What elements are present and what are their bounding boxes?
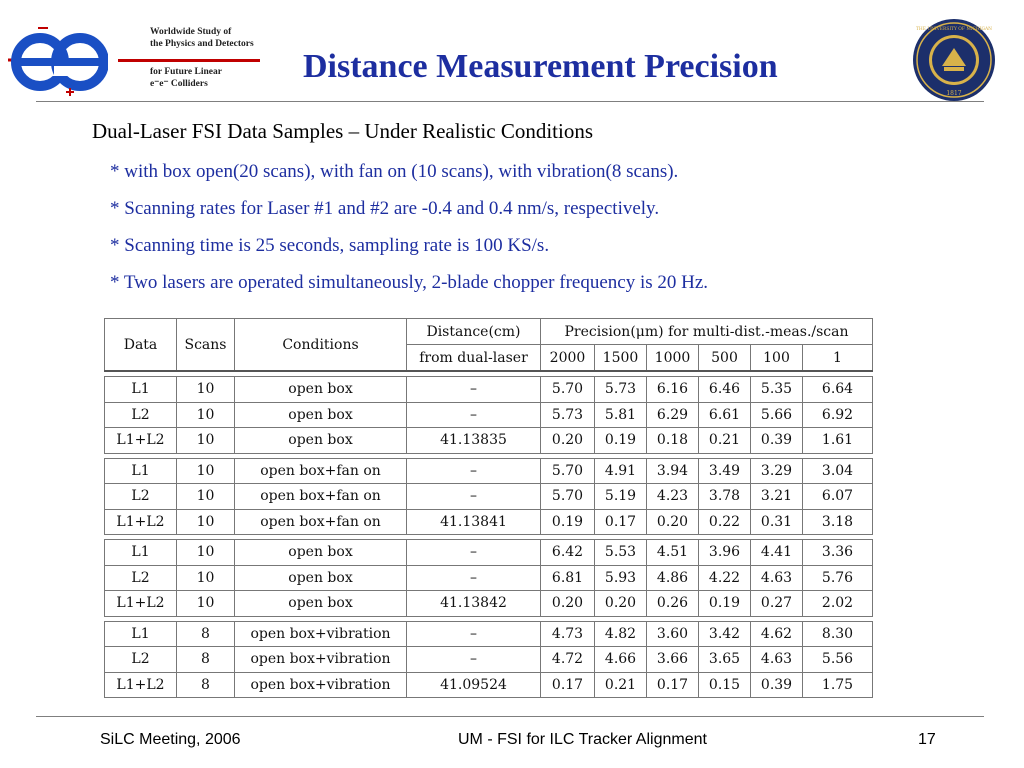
table-cell: L1 <box>105 377 177 403</box>
table-cell: 0.20 <box>647 509 699 535</box>
table-cell: 10 <box>177 509 235 535</box>
table-cell: L1+L2 <box>105 509 177 535</box>
table-row <box>105 377 873 403</box>
bullet-item: * Two lasers are operated simultaneously, 2-blade chopper frequency is 20 Hz. <box>110 272 709 293</box>
table-cell: 3.78 <box>699 484 751 510</box>
table-cell: 6.16 <box>647 377 699 403</box>
table-cell: 3.49 <box>699 458 751 484</box>
table-row <box>105 540 873 566</box>
table-cell: L1 <box>105 458 177 484</box>
table-cell: 2.02 <box>803 591 873 617</box>
table-cell: 0.39 <box>751 672 803 698</box>
table-cell: L2 <box>105 565 177 591</box>
table-cell: 0.19 <box>541 509 595 535</box>
table-cell: 8 <box>177 647 235 673</box>
table-cell: 3.65 <box>699 647 751 673</box>
table-cell: 6.42 <box>541 540 595 566</box>
table-cell: 0.19 <box>595 428 647 454</box>
table-cell: – <box>407 540 541 566</box>
logo-divider <box>118 59 260 62</box>
table-cell: 3.18 <box>803 509 873 535</box>
table-row <box>105 428 873 454</box>
table-cell: 5.76 <box>803 565 873 591</box>
table-cell: L1+L2 <box>105 591 177 617</box>
table-cell: 3.21 <box>751 484 803 510</box>
table-cell: – <box>407 647 541 673</box>
table-cell: 3.96 <box>699 540 751 566</box>
table-cell: L2 <box>105 402 177 428</box>
table-cell: 6.61 <box>699 402 751 428</box>
table-cell: 10 <box>177 540 235 566</box>
table-cell: L2 <box>105 484 177 510</box>
table-cell: 5.70 <box>541 377 595 403</box>
table-cell: 8 <box>177 621 235 647</box>
logo-caption-bottom: for Future Linear e⁻e⁻ Colliders <box>150 67 222 89</box>
table-cell: open box <box>235 428 407 454</box>
footer-divider <box>36 716 984 717</box>
table-cell: 4.86 <box>647 565 699 591</box>
table-cell: – <box>407 621 541 647</box>
table-cell: 5.53 <box>595 540 647 566</box>
header-precision-col: 500 <box>699 345 751 372</box>
table-cell: 1.75 <box>803 672 873 698</box>
table-cell: open box <box>235 540 407 566</box>
university-seal-icon <box>912 18 996 102</box>
table-cell: 1.61 <box>803 428 873 454</box>
table-cell: 0.20 <box>595 591 647 617</box>
table-cell: 0.20 <box>541 591 595 617</box>
table-cell: open box <box>235 377 407 403</box>
table-cell: 3.66 <box>647 647 699 673</box>
table-cell: 4.22 <box>699 565 751 591</box>
table-cell: 41.13841 <box>407 509 541 535</box>
table-cell: 5.73 <box>595 377 647 403</box>
table-cell: 41.09524 <box>407 672 541 698</box>
table-cell: 10 <box>177 402 235 428</box>
table-row <box>105 591 873 617</box>
table-cell: 10 <box>177 484 235 510</box>
table-cell: 4.23 <box>647 484 699 510</box>
table-cell: 3.94 <box>647 458 699 484</box>
table-cell: – <box>407 565 541 591</box>
table-cell: 5.81 <box>595 402 647 428</box>
table-cell: 5.66 <box>751 402 803 428</box>
svg-text:1817: 1817 <box>946 90 962 97</box>
header-precision-col: 1 <box>803 345 873 372</box>
bullet-item: * Scanning time is 25 seconds, sampling rate is 100 KS/s. <box>110 235 550 256</box>
table-cell: 8.30 <box>803 621 873 647</box>
section-heading: Dual-Laser FSI Data Samples – Under Realistic Conditions <box>92 119 593 143</box>
table-cell: 3.36 <box>803 540 873 566</box>
table-cell: – <box>407 402 541 428</box>
table-row <box>105 672 873 698</box>
table-cell: 6.29 <box>647 402 699 428</box>
table-cell: open box+fan on <box>235 509 407 535</box>
table-cell: 0.31 <box>751 509 803 535</box>
header-precision-col: 1500 <box>595 345 647 372</box>
table-cell: L1+L2 <box>105 672 177 698</box>
table-cell: 3.60 <box>647 621 699 647</box>
table-cell: 4.63 <box>751 565 803 591</box>
table-cell: 5.56 <box>803 647 873 673</box>
table-cell: – <box>407 458 541 484</box>
table-cell: 4.62 <box>751 621 803 647</box>
table-cell: 4.73 <box>541 621 595 647</box>
header-precision-col: 100 <box>751 345 803 372</box>
table-cell: 0.22 <box>699 509 751 535</box>
header-precision-col: 2000 <box>541 345 595 372</box>
table-cell: 5.93 <box>595 565 647 591</box>
table-row <box>105 402 873 428</box>
slide-title: Distance Measurement Precision <box>303 48 778 85</box>
table-cell: 6.64 <box>803 377 873 403</box>
precision-table-container <box>104 318 872 703</box>
table-cell: 10 <box>177 377 235 403</box>
table-cell: – <box>407 484 541 510</box>
table-cell: 8 <box>177 672 235 698</box>
table-cell: 4.91 <box>595 458 647 484</box>
page-number: 17 <box>918 731 936 748</box>
table-cell: 6.07 <box>803 484 873 510</box>
table-cell: 4.41 <box>751 540 803 566</box>
header-data: Data <box>105 319 177 372</box>
table-cell: 4.63 <box>751 647 803 673</box>
bullet-item: * with box open(20 scans), with fan on (10 scans), with vibration(8 scans). <box>110 161 679 182</box>
table-cell: 3.29 <box>751 458 803 484</box>
table-cell: 4.51 <box>647 540 699 566</box>
table-row <box>105 484 873 510</box>
table-cell: 10 <box>177 458 235 484</box>
table-row <box>105 509 873 535</box>
table-cell: 3.04 <box>803 458 873 484</box>
table-cell: open box+vibration <box>235 647 407 673</box>
table-cell: 0.26 <box>647 591 699 617</box>
table-header-row <box>105 319 873 345</box>
table-cell: 0.17 <box>647 672 699 698</box>
table-cell: 0.19 <box>699 591 751 617</box>
table-cell: 4.72 <box>541 647 595 673</box>
table-cell: 0.21 <box>595 672 647 698</box>
table-cell: 5.19 <box>595 484 647 510</box>
table-cell: 0.21 <box>699 428 751 454</box>
footer-topic: UM - FSI for ILC Tracker Alignment <box>458 731 707 748</box>
header-scans: Scans <box>177 319 235 372</box>
header-divider <box>36 101 984 102</box>
table-row <box>105 565 873 591</box>
table-cell: open box+vibration <box>235 621 407 647</box>
table-cell: 6.46 <box>699 377 751 403</box>
table-cell: L2 <box>105 647 177 673</box>
table-row <box>105 647 873 673</box>
table-cell: 41.13842 <box>407 591 541 617</box>
table-cell: open box+fan on <box>235 458 407 484</box>
table-cell: L1 <box>105 621 177 647</box>
table-cell: 5.70 <box>541 458 595 484</box>
table-cell: open box+vibration <box>235 672 407 698</box>
header-distance-sub: from dual-laser <box>407 345 541 372</box>
header-conditions: Conditions <box>235 319 407 372</box>
table-cell: 10 <box>177 428 235 454</box>
table-cell: L1+L2 <box>105 428 177 454</box>
table-cell: 0.20 <box>541 428 595 454</box>
table-cell: 4.66 <box>595 647 647 673</box>
table-cell: 5.35 <box>751 377 803 403</box>
svg-text:THE UNIVERSITY OF MICHIGAN: THE UNIVERSITY OF MICHIGAN <box>916 27 992 32</box>
table-cell: 5.70 <box>541 484 595 510</box>
header-precision: Precision(μm) for multi-dist.-meas./scan <box>541 319 873 345</box>
table-row <box>105 621 873 647</box>
table-cell: open box <box>235 402 407 428</box>
table-cell: 6.92 <box>803 402 873 428</box>
table-cell: open box+fan on <box>235 484 407 510</box>
table-cell: 6.81 <box>541 565 595 591</box>
header-precision-col: 1000 <box>647 345 699 372</box>
table-cell: 4.82 <box>595 621 647 647</box>
table-cell: 10 <box>177 591 235 617</box>
table-cell: 0.17 <box>541 672 595 698</box>
table-cell: open box <box>235 565 407 591</box>
table-cell: L1 <box>105 540 177 566</box>
table-cell: 0.18 <box>647 428 699 454</box>
table-cell: 10 <box>177 565 235 591</box>
table-cell: open box <box>235 591 407 617</box>
bullet-item: * Scanning rates for Laser #1 and #2 are -0.4 and 0.4 nm/s, respectively. <box>110 198 660 219</box>
logo-caption-top: Worldwide Study of the Physics and Detectors <box>150 27 254 49</box>
table-cell: 41.13835 <box>407 428 541 454</box>
precision-table <box>104 318 873 698</box>
table-cell: 0.27 <box>751 591 803 617</box>
header-distance: Distance(cm) <box>407 319 541 345</box>
footer-meeting: SiLC Meeting, 2006 <box>100 731 241 748</box>
table-cell: 0.39 <box>751 428 803 454</box>
table-cell: 3.42 <box>699 621 751 647</box>
ecfa-logo <box>8 22 108 98</box>
table-cell: – <box>407 377 541 403</box>
table-cell: 0.17 <box>595 509 647 535</box>
table-cell: 5.73 <box>541 402 595 428</box>
table-row <box>105 458 873 484</box>
table-cell: 0.15 <box>699 672 751 698</box>
